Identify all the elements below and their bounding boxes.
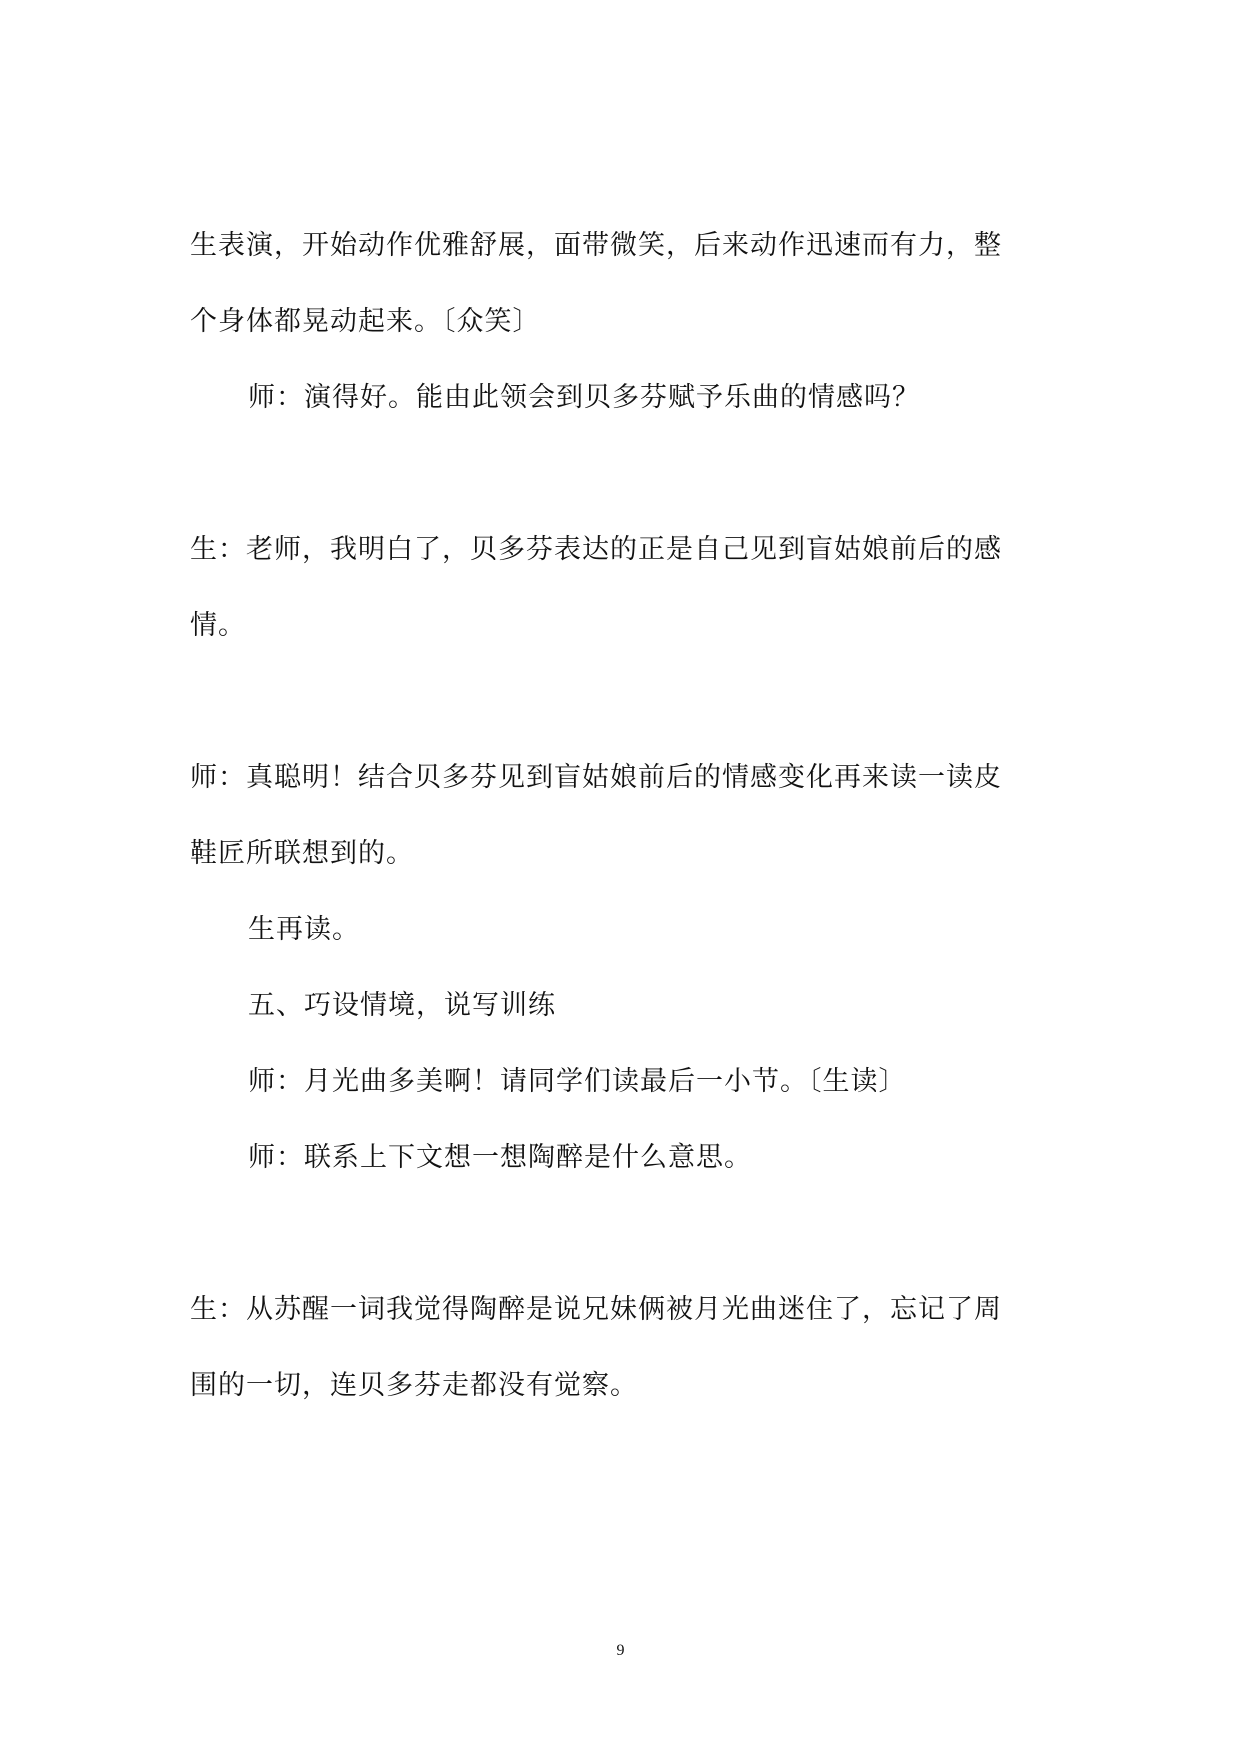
section-heading: 五、巧设情境，说写训练	[248, 990, 556, 1021]
paragraph-line-13: 围的一切，连贝多芬走都没有觉察。	[190, 1370, 638, 1401]
paragraph-line-10: 师：月光曲多美啊！请同学们读最后一小节。〔生读〕	[248, 1066, 907, 1097]
paragraph-line-4: 生：老师，我明白了，贝多芬表达的正是自己见到盲姑娘前后的感	[190, 534, 1002, 565]
paragraph-line-8: 生再读。	[248, 914, 360, 945]
paragraph-line-11: 师：联系上下文想一想陶醉是什么意思。	[248, 1142, 752, 1173]
paragraph-line-5: 情。	[190, 610, 246, 641]
paragraph-line-6: 师：真聪明！结合贝多芬见到盲姑娘前后的情感变化再来读一读皮	[190, 762, 1002, 793]
paragraph-line-12: 生：从苏醒一词我觉得陶醉是说兄妹俩被月光曲迷住了，忘记了周	[190, 1294, 1002, 1325]
paragraph-line-7: 鞋匠所联想到的。	[190, 838, 414, 869]
paragraph-line-3: 师：演得好。能由此领会到贝多芬赋予乐曲的情感吗？	[248, 382, 920, 413]
paragraph-line-1: 生表演，开始动作优雅舒展，面带微笑，后来动作迅速而有力，整	[190, 230, 1002, 261]
page-number: 9	[616, 1642, 625, 1659]
paragraph-line-2: 个身体都晃动起来。〔众笑〕	[190, 306, 541, 337]
